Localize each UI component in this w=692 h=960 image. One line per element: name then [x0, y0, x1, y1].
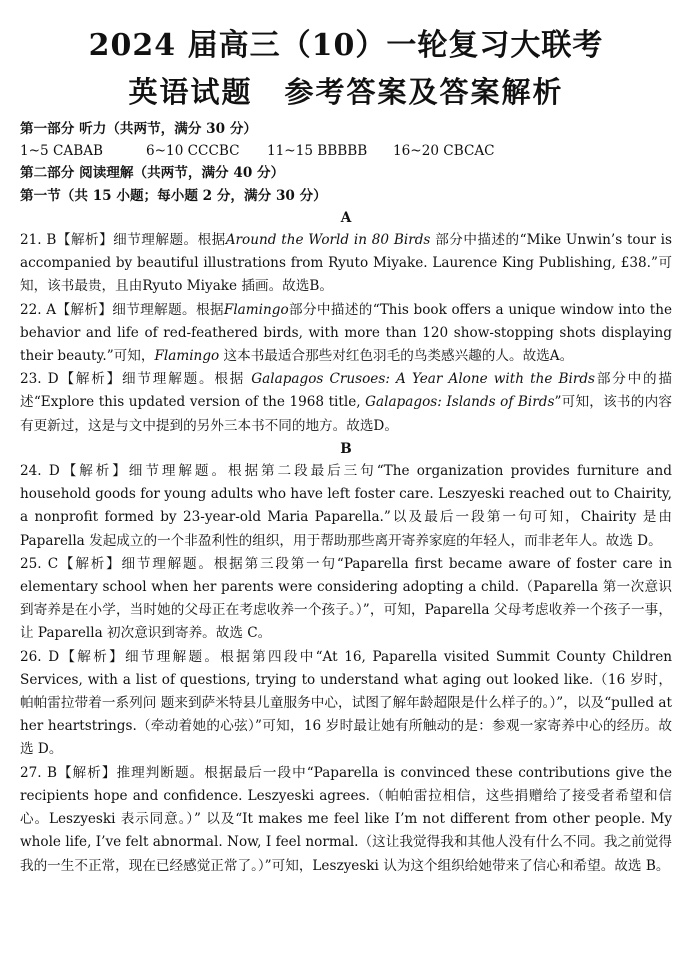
answer-key-6-10: 6~10 CCCBC: [146, 143, 240, 160]
answer-explanation-27: 27. B【解析】推理判断题。根据最后一段中“Paparella is convinced these contributions give the recipients hope and confidence. Leszyeski agrees.（帕帕雷拉相信，这些捐赠给了接受者希望和信心。Leszyeski 表示同意。）” 以及“It makes me feel like I’m not different from other people. My whole life, I’ve felt abnormal. Now, I feel normal.（这让我觉得我和其他人没有什么不同。我之前觉得我的一生不正常，现在已经感觉正常了。）”可知，Leszyeski 认为这个组织给她带来了信心和希望。故选 B。: [20, 764, 672, 874]
answer-explanation-24: 24. D【解析】细节理解题。根据第二段最后三句“The organization provides furniture and household goods for young adults who have left foster care. Leszyeski reached out to Chairity, a nonprofit formed by 23-year-old Maria Paparella.”以及最后一段第一句可知，Chairity 是由 Paparella 发起成立的一个非盈利性的组织，用于帮助那些离开寄养家庭的年轻人，而非老年人。故选 D。: [20, 463, 672, 549]
passage-a-label: A: [340, 209, 352, 226]
subtitle-right: 参考答案及答案解析: [284, 75, 564, 109]
document-title: 2024 届高三（10）一轮复习大联考: [88, 28, 604, 63]
part1-heading: 第一部分 听力（共两节，满分 30 分）: [20, 121, 258, 137]
answer-explanation-21: 21. B【解析】细节理解题。根据Around the World in 80 Birds 部分中描述的“Mike Unwin’s tour is accompanied by beautiful illustrations from Ryuto Miyake. Laurence King Publishing, £38.”可知，该书最贵，且由Ryuto Miyake 插画。故选B。: [20, 232, 672, 295]
document-body: [20, 118, 672, 878]
listening-answer-keys: [20, 140, 672, 162]
passage-b-label: B: [340, 440, 352, 457]
subtitle-left: 英语试题: [128, 75, 253, 109]
section1-heading: 第一节（共 15 小题；每小题 2 分，满分 30 分）: [20, 187, 327, 204]
answer-explanation-25: 25. C【解析】细节理解题。根据第三段第一句“Paparella first became aware of foster care in elementary school when her parents were considering adopting a child.（Paparella 第一次意识到寄养是在小学，当时她的父母正在考虑收养一个孩子。）”，可知，Paparella 父母考虑收养一个孩子一事，让 Paparella 初次意识到寄养。故选 C。: [20, 555, 672, 642]
answer-explanation-26: 26. D【解析】细节理解题。根据第四段中“At 16, Paparella visited Summit County Children Services, with a list of questions, trying to understand what aging out looked like.（16 岁时，帕帕雷拉带着一系列问 题来到萨米特县儿童服务中心，试图了解年龄超限是什么样子的。）”，以及“pulled at her heartstrings.（牵动着她的心弦）”可知，16 岁时最让她有所触动的是：参观一家寄养中心的经历。故选 D。: [20, 648, 672, 758]
answer-explanation-22: 22. A【解析】细节理解题。根据Flamingo部分中描述的“This book offers a unique window into the behavior and life of red-feathered birds, with more than 120 show-stopping shots displaying their beauty.”可知，Flamingo 这本书最适合那些对红色羽毛的鸟类感兴趣的人。故选A。: [20, 301, 672, 365]
answer-key-1-5: 1~5 CABAB: [20, 143, 104, 160]
document-subtitle: [0, 70, 692, 111]
answer-key-16-20: 16~20 CBCAC: [393, 143, 495, 160]
part2-heading: 第二部分 阅读理解（共两节，满分 40 分）: [20, 165, 285, 182]
answer-explanation-23: 23. D【解析】细节理解题。根据 Galapagos Crusoes: A Year Alone with the Birds部分中的描述“Explore this updated version of the 1968 title, Galapagos: Islands of Birds”可知，该书的内容有更新过，这是与文中提到的另外三本书不同的地方。故选D。: [20, 371, 672, 434]
answer-key-11-15: 11~15 BBBBB: [267, 143, 368, 160]
